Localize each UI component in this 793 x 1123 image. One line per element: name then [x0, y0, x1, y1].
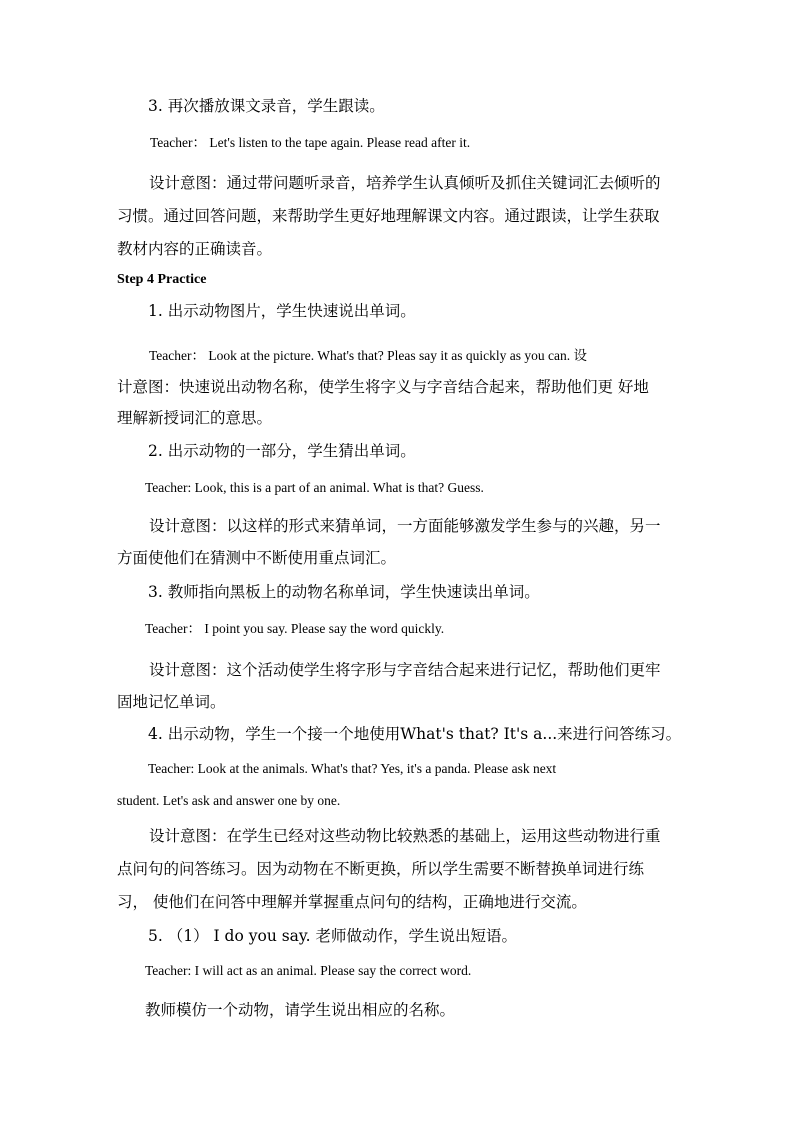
step3-item3-instruction: 3. 再次播放课文录音，学生跟读。 [148, 97, 385, 115]
design-intent-3-line-1: 设计意图：以这样的形式来猜单词，一方面能够激发学生参与的兴趣，另一 [149, 517, 661, 535]
design-intent-5-line-2: 点问句的问答练习。因为动物在不断更换，所以学生需要不断替换单词进行练 [117, 860, 645, 878]
design-intent-4-line-1: 设计意图：这个活动使学生将字形与字音结合起来进行记忆，帮助他们更牢 [149, 661, 661, 679]
teacher-line-listen-again: Teacher： Let's listen to the tape again. Please read after it. [150, 135, 471, 150]
teacher-line-look-animals: Teacher: Look at the animals. What's that? Yes, it's a panda. Please ask next [148, 761, 557, 776]
design-intent-5-line-1: 设计意图：在学生已经对这些动物比较熟悉的基础上，运用这些动物进行重 [149, 827, 661, 845]
design-intent-5-line-3: 习， 使他们在问答中理解并掌握重点问句的结构，正确地进行交流。 [117, 893, 587, 911]
practice-item-3: 3. 教师指向黑板上的动物名称单词，学生快速读出单词。 [148, 583, 540, 601]
practice-item-1: 1. 出示动物图片，学生快速说出单词。 [148, 302, 416, 320]
teacher-line-part-of-animal: Teacher: Look, this is a part of an animal. What is that? Guess. [145, 480, 484, 495]
design-intent-3-line-2: 方面使他们在猜测中不断使用重点词汇。 [117, 549, 397, 567]
design-intent-4-line-2: 固地记忆单词。 [117, 693, 226, 711]
practice-item-2: 2. 出示动物的一部分，学生猜出单词。 [148, 442, 416, 460]
practice-item-4: 4. 出示动物，学生一个接一个地使用What's that? It's a...来进行问答练习。 [148, 725, 682, 743]
design-intent-1-line-2: 习惯。通过回答问题，来帮助学生更好地理解课文内容。通过跟读，让学生获取 [117, 207, 660, 225]
practice-item-5: 5. （1） I do you say. 老师做动作，学生说出短语。 [148, 927, 517, 945]
teacher-line-i-point: Teacher： I point you say. Please say the word quickly. [145, 621, 445, 636]
design-intent-1-line-3: 教材内容的正确读音。 [117, 240, 273, 258]
design-intent-1-line-1: 设计意图：通过带问题听录音，培养学生认真倾听及抓住关键词汇去倾听的 [149, 174, 661, 192]
teacher-imitate-animal-note: 教师模仿一个动物，请学生说出相应的名称。 [145, 1001, 456, 1019]
teacher-line-look-picture: Teacher： Look at the picture. What's that? Pleas say it as quickly as you can. 设 [149, 348, 587, 363]
teacher-line-act-animal: Teacher: I will act as an animal. Please say the correct word. [145, 963, 472, 978]
design-intent-2-line-2: 理解新授词汇的意思。 [117, 409, 273, 427]
teacher-line-look-animals-cont: student. Let's ask and answer one by one. [117, 793, 341, 808]
section-heading-step4: Step 4 Practice [117, 272, 207, 287]
design-intent-2-line-1: 计意图：快速说出动物名称，使学生将字义与字音结合起来，帮助他们更 好地 [117, 378, 649, 396]
